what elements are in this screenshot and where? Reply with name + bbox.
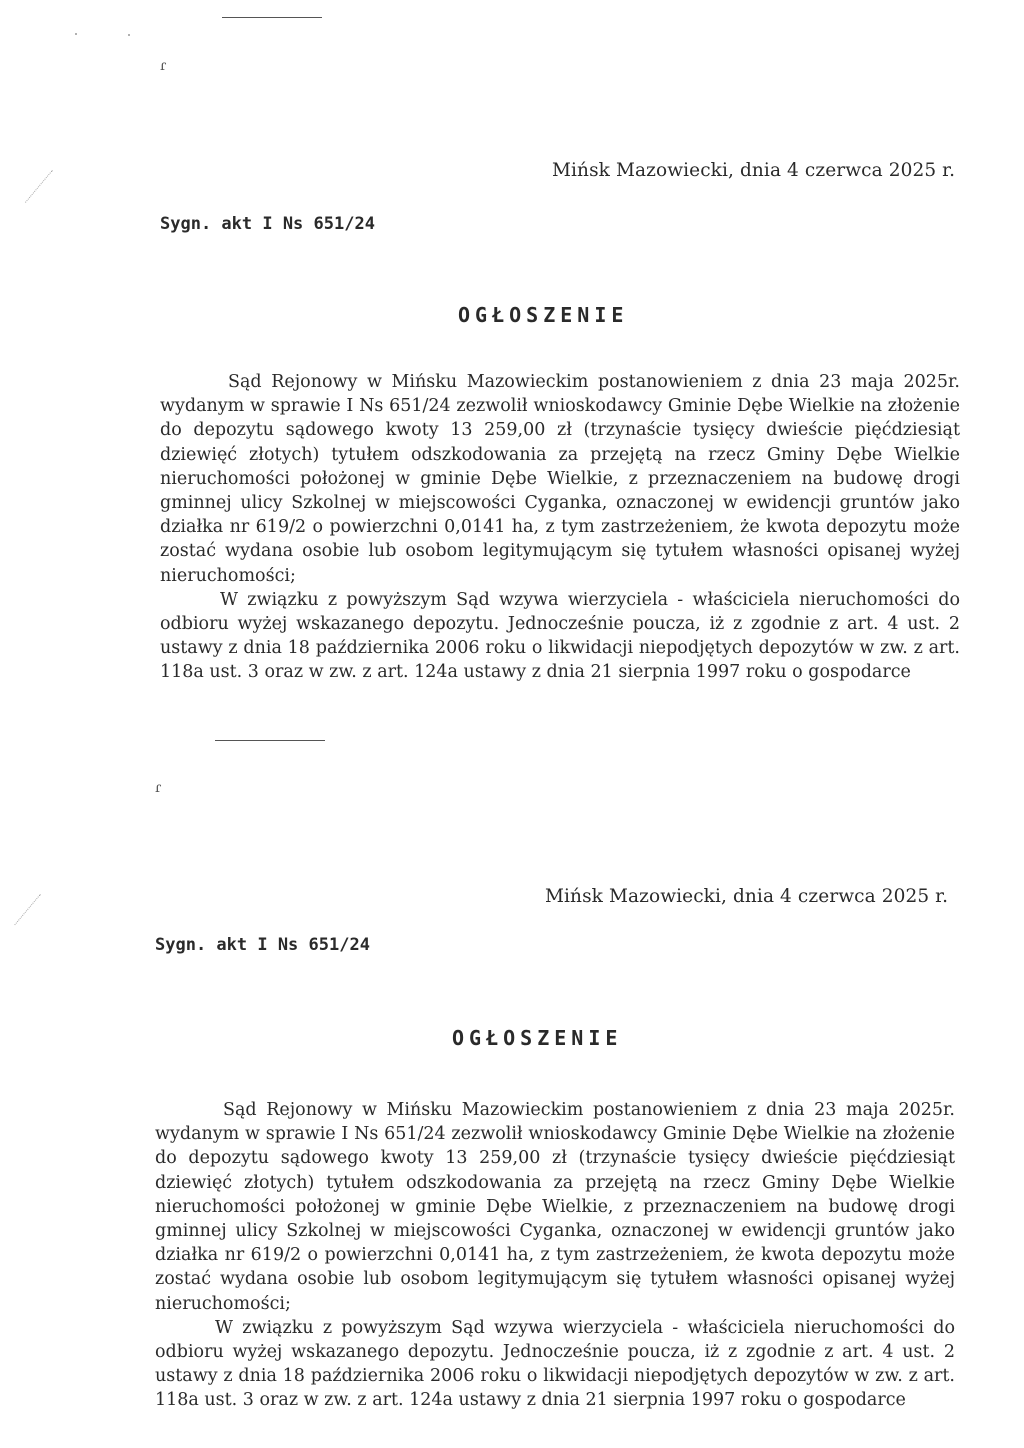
place-date: Mińsk Mazowiecki, dnia 4 czerwca 2025 r. bbox=[545, 886, 949, 907]
body-paragraph-1: Sąd Rejonowy w Mińsku Mazowieckim postanowieniem z dnia 23 maja 2025r. wydanym w sprawie I Ns 651/24 zezwolił wnioskodawcy Gminie Dębe Wielkie na złożenie do depozytu sądowego kwoty 13 259,00 zł (trzynaście tysięcy dwieście pięćdziesiąt dziewięć złotych) tytułem odszkodowania za przejętą na rzecz Gminy Dębe Wielkie nieruchomości położonej w gminie Dębe Wielkie, z przeznaczeniem na budowę drogi gminnej ulicy Szkolnej w miejscowości Cyganka, oznaczonej w ewidencji gruntów jako działka nr 619/2 o powierzchni 0,0141 ha, z tym zastrzeżeniem, że kwota depozytu może zostać wydana osobie lub osobom legitymującym się tytułem własności opisanej wyżej nieruchomości; bbox=[160, 372, 960, 586]
scan-dotted-mark bbox=[25, 170, 53, 203]
case-signature: Sygn. akt I Ns 651/24 bbox=[155, 935, 370, 955]
body-paragraph-2: W związku z powyższym Sąd wzywa wierzyciela - właściciela nieruchomości do odbioru wyżej wskazanego depozytu. Jednocześnie poucza, iż z zgodnie z art. 4 ust. 2 ustawy z dnia 18 października 2006 roku o likwidacji niepodjętych depozytów w zw. z art. 118a ust. 3 oraz w zw. z art. 124a ustawy z dnia 21 sierpnia 1997 roku o gospodarce bbox=[160, 589, 960, 683]
scan-speck bbox=[75, 33, 77, 35]
document-heading: OGŁOSZENIE bbox=[452, 1026, 623, 1050]
scan-dotted-mark bbox=[14, 894, 40, 925]
document-body bbox=[160, 370, 960, 685]
scan-tick-mark: ɾ bbox=[155, 780, 162, 796]
body-paragraph-1: Sąd Rejonowy w Mińsku Mazowieckim postanowieniem z dnia 23 maja 2025r. wydanym w sprawie I Ns 651/24 zezwolił wnioskodawcy Gminie Dębe Wielkie na złożenie do depozytu sądowego kwoty 13 259,00 zł (trzynaście tysięcy dwieście pięćdziesiąt dziewięć złotych) tytułem odszkodowania za przejętą na rzecz Gminy Dębe Wielkie nieruchomości położonej w gminie Dębe Wielkie, z przeznaczeniem na budowę drogi gminnej ulicy Szkolnej w miejscowości Cyganka, oznaczonej w ewidencji gruntów jako działka nr 619/2 o powierzchni 0,0141 ha, z tym zastrzeżeniem, że kwota depozytu może zostać wydana osobie lub osobom legitymującym się tytułem własności opisanej wyżej nieruchomości; bbox=[155, 1100, 955, 1314]
case-signature: Sygn. akt I Ns 651/24 bbox=[160, 214, 375, 234]
scan-speck bbox=[128, 34, 130, 36]
document-copy-2 bbox=[0, 724, 1024, 1448]
document-body bbox=[155, 1098, 955, 1413]
scan-line-mark bbox=[215, 740, 325, 741]
scan-line-mark bbox=[222, 17, 322, 18]
scan-tick-mark: ɾ bbox=[160, 58, 167, 74]
document-heading: OGŁOSZENIE bbox=[458, 303, 629, 327]
body-paragraph-2: W związku z powyższym Sąd wzywa wierzyciela - właściciela nieruchomości do odbioru wyżej wskazanego depozytu. Jednocześnie poucza, iż z zgodnie z art. 4 ust. 2 ustawy z dnia 18 października 2006 roku o likwidacji niepodjętych depozytów w zw. z art. 118a ust. 3 oraz w zw. z art. 124a ustawy z dnia 21 sierpnia 1997 roku o gospodarce bbox=[155, 1317, 955, 1411]
place-date: Mińsk Mazowiecki, dnia 4 czerwca 2025 r. bbox=[552, 160, 956, 181]
